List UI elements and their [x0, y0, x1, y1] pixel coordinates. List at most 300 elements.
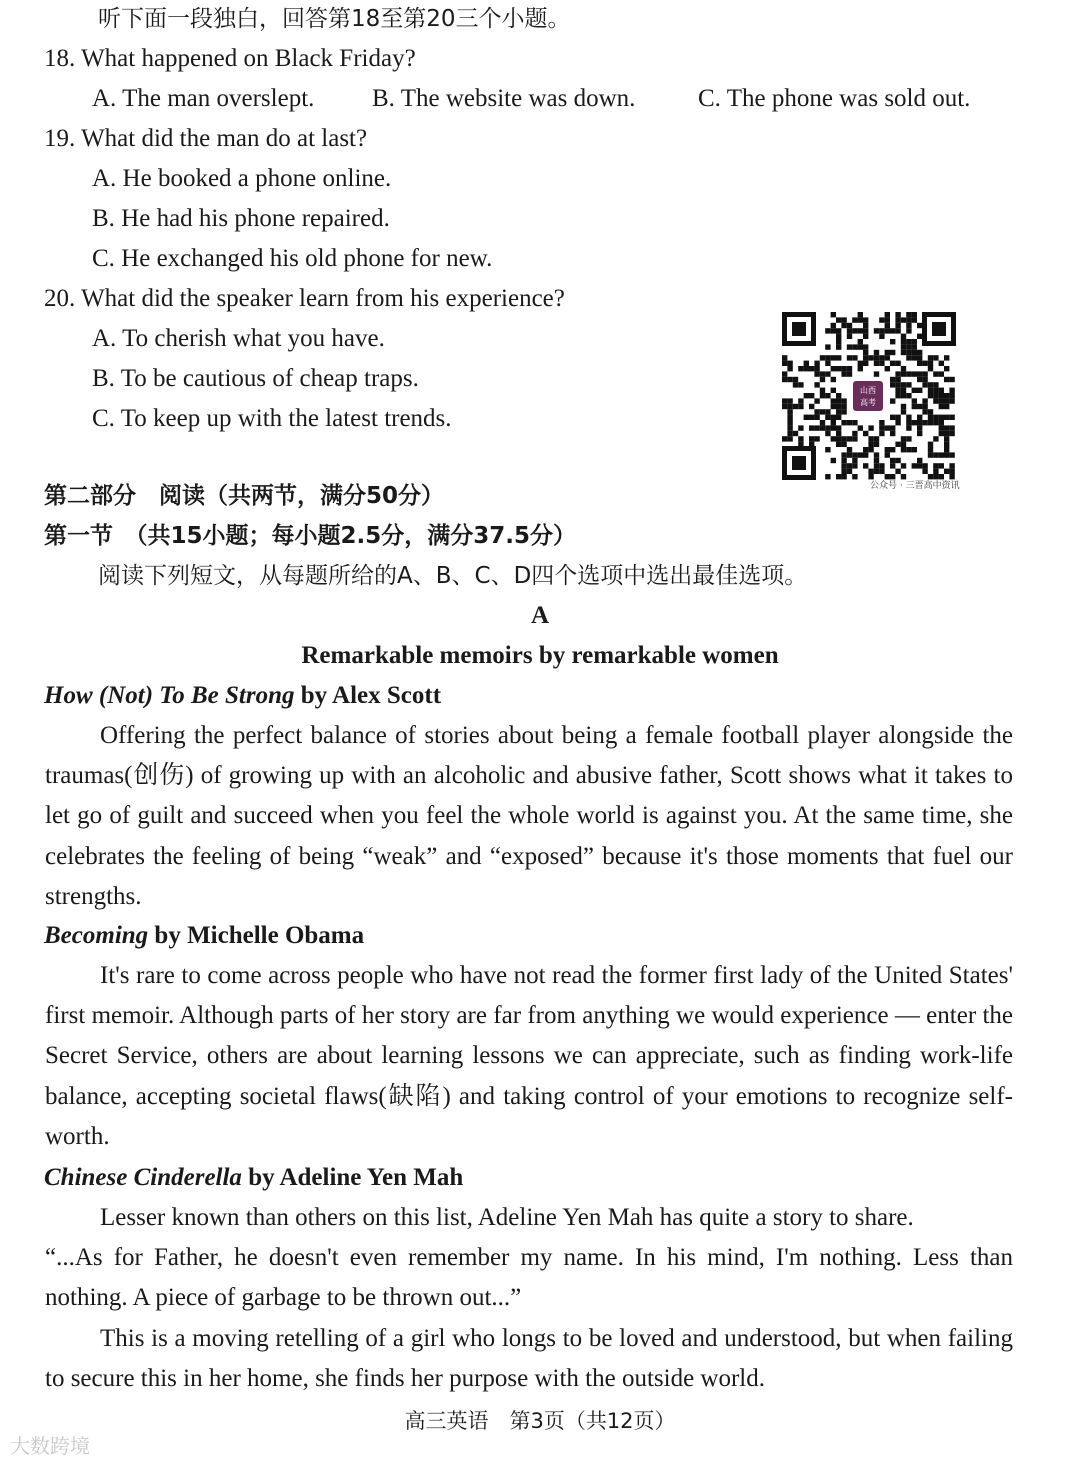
qr-module: [928, 420, 933, 425]
qr-module: [836, 436, 841, 441]
qr-module: [890, 382, 895, 387]
qr-module: [890, 447, 895, 452]
qr-module: [836, 474, 841, 479]
question-text: What happened on Black Friday?: [81, 45, 416, 72]
qr-module: [944, 377, 949, 382]
qr-module: [825, 447, 830, 452]
qr-module: [949, 388, 954, 393]
qr-module: [928, 415, 933, 420]
qr-module: [917, 463, 922, 468]
qr-module: [793, 431, 798, 436]
book-title: Becoming: [44, 922, 149, 949]
reading-instruction: 阅读下列短文，从每题所给的A、B、C、D四个选项中选出最佳选项。: [98, 563, 808, 589]
qr-module: [906, 447, 911, 452]
qr-module: [890, 463, 895, 468]
qr-module: [917, 388, 922, 393]
qr-module: [863, 344, 868, 349]
qr-module: [901, 366, 906, 371]
qr-module: [912, 344, 917, 349]
qr-module: [885, 323, 890, 328]
qr-module: [858, 361, 863, 366]
qr-module: [841, 371, 846, 376]
qr-module: [863, 328, 868, 333]
qr-module: [879, 317, 884, 322]
qr-module: [901, 388, 906, 393]
qr-module: [928, 442, 933, 447]
qr-module: [847, 371, 852, 376]
section-heading: 第一节 （共15小题；每小题2.5分，满分37.5分）: [44, 523, 576, 549]
qr-module: [944, 425, 949, 430]
qr-module: [793, 404, 798, 409]
qr-module: [933, 382, 938, 387]
qr-module: [831, 420, 836, 425]
qr-module: [895, 361, 900, 366]
qr-module: [787, 404, 792, 409]
qr-module: [814, 436, 819, 441]
qr-module: [836, 404, 841, 409]
qr-module: [939, 404, 944, 409]
qr-module: [825, 361, 830, 366]
qr-module: [933, 355, 938, 360]
qr-module: [933, 393, 938, 398]
qr-module: [825, 393, 830, 398]
qr-module: [798, 404, 803, 409]
qr-module: [863, 361, 868, 366]
qr-module: [906, 355, 911, 360]
qr-module: [787, 425, 792, 430]
qr-module: [787, 420, 792, 425]
qr-module: [901, 350, 906, 355]
qr-module: [895, 415, 900, 420]
qr-module: [804, 393, 809, 398]
qr-module: [831, 415, 836, 420]
qr-module: [890, 377, 895, 382]
qr-module: [879, 469, 884, 474]
qr-module: [820, 388, 825, 393]
qr-module: [825, 415, 830, 420]
qr-module: [895, 371, 900, 376]
qr-module: [804, 361, 809, 366]
qr-module: [922, 469, 927, 474]
qr-module: [895, 393, 900, 398]
qr-module: [928, 447, 933, 452]
qr-module: [949, 398, 954, 403]
qr-module: [798, 436, 803, 441]
qr-module: [895, 458, 900, 463]
paragraph: “...As for Father, he doesn't even remember my name. In his mind, I'm nothing. Less than nothing. A piece of garbage to be thrown out...”: [45, 1244, 1013, 1312]
qr-module: [841, 463, 846, 468]
qr-module: [863, 452, 868, 457]
qr-module: [917, 371, 922, 376]
qr-module: [933, 415, 938, 420]
qr-module: [906, 420, 911, 425]
qr-module: [782, 355, 787, 360]
qr-module: [922, 404, 927, 409]
qr-module: [928, 382, 933, 387]
qr-module: [809, 436, 814, 441]
qr-module: [917, 377, 922, 382]
qr-module: [825, 344, 830, 349]
qr-module: [949, 469, 954, 474]
qr-module: [917, 404, 922, 409]
qr-module: [901, 317, 906, 322]
qr-module: [831, 458, 836, 463]
qr-module: [928, 388, 933, 393]
qr-module: [820, 420, 825, 425]
qr-module: [917, 350, 922, 355]
qr-module: [787, 366, 792, 371]
option-20b: B. To be cautious of cheap traps.: [92, 365, 419, 392]
qr-module: [798, 442, 803, 447]
qr-module: [912, 463, 917, 468]
qr-module: [825, 409, 830, 414]
qr-module: [836, 339, 841, 344]
qr-module: [787, 409, 792, 414]
qr-module: [879, 420, 884, 425]
qr-module: [890, 339, 895, 344]
qr-module: [820, 371, 825, 376]
qr-module: [831, 436, 836, 441]
option-19a: A. He booked a phone online.: [92, 165, 392, 192]
qr-module: [847, 328, 852, 333]
qr-module: [831, 388, 836, 393]
qr-module: [939, 425, 944, 430]
qr-module: [928, 355, 933, 360]
qr-module: [912, 339, 917, 344]
qr-module: [939, 361, 944, 366]
qr-module: [885, 452, 890, 457]
qr-module: [895, 469, 900, 474]
paragraph: Lesser known than others on this list, Adeline Yen Mah has quite a story to share.: [100, 1204, 914, 1231]
qr-module: [825, 371, 830, 376]
qr-module: [912, 371, 917, 376]
qr-module: [906, 323, 911, 328]
qr-module: [901, 436, 906, 441]
qr-module: [912, 312, 917, 317]
qr-module: [906, 425, 911, 430]
book-heading: [44, 681, 441, 711]
question-number: 18.: [44, 45, 76, 72]
qr-module: [863, 323, 868, 328]
qr-module: [847, 366, 852, 371]
qr-module: [901, 442, 906, 447]
qr-module: [906, 415, 911, 420]
option-18b: B. The website was down.: [372, 85, 636, 112]
qr-module: [906, 393, 911, 398]
qr-module: [809, 425, 814, 430]
qr-module: [874, 458, 879, 463]
qr-module: [782, 398, 787, 403]
qr-module: [944, 431, 949, 436]
qr-module: [841, 458, 846, 463]
qr-module: [809, 366, 814, 371]
qr-module: [787, 431, 792, 436]
qr-module: [863, 431, 868, 436]
qr-module: [814, 415, 819, 420]
qr-module: [847, 420, 852, 425]
qr-module: [890, 431, 895, 436]
qr-module: [906, 344, 911, 349]
qr-module: [841, 420, 846, 425]
qr-module: [836, 431, 841, 436]
qr-module: [949, 393, 954, 398]
qr-logo-line2: 高考: [860, 398, 876, 407]
qr-module: [847, 436, 852, 441]
qr-module: [906, 436, 911, 441]
qr-module: [922, 398, 927, 403]
qr-module: [847, 355, 852, 360]
question-19: [44, 124, 367, 154]
qr-module: [944, 398, 949, 403]
qr-module: [874, 328, 879, 333]
paragraph: Offering the perfect balance of stories about being a female football player alongside the traumas(创伤) of growing up with an alcoholic and abusive father, Scott shows what it takes to let go of guilt and succeed when you feel the whole world is against you. At the same time, she celebrates the feeling of being “weak” and “exposed” because it's those moments that fuel our strengths.: [45, 722, 1013, 910]
qr-module: [885, 312, 890, 317]
book-author: by Alex Scott: [294, 682, 442, 709]
qr-module: [836, 344, 841, 349]
qr-module: [939, 415, 944, 420]
qr-module: [901, 409, 906, 414]
qr-module: [949, 463, 954, 468]
qr-module: [895, 328, 900, 333]
qr-module: [928, 361, 933, 366]
qr-module: [804, 415, 809, 420]
qr-module: [814, 382, 819, 387]
qr-module: [852, 463, 857, 468]
qr-module: [917, 458, 922, 463]
qr-module: [787, 436, 792, 441]
qr-module: [798, 366, 803, 371]
book-author: by Adeline Yen Mah: [241, 1164, 464, 1191]
qr-module: [944, 452, 949, 457]
qr-module: [901, 339, 906, 344]
qr-module: [863, 447, 868, 452]
qr-module: [906, 371, 911, 376]
qr-module: [906, 382, 911, 387]
qr-module: [922, 377, 927, 382]
qr-module: [901, 393, 906, 398]
qr-module: [809, 415, 814, 420]
qr-module: [895, 377, 900, 382]
book-title: How (Not) To Be Strong: [44, 682, 295, 709]
qr-module: [885, 447, 890, 452]
qr-module: [814, 371, 819, 376]
qr-module: [847, 344, 852, 349]
qr-module: [895, 317, 900, 322]
qr-module: [868, 447, 873, 452]
qr-module: [890, 350, 895, 355]
qr-module: [841, 317, 846, 322]
qr-module: [825, 431, 830, 436]
qr-module: [895, 382, 900, 387]
option-19c: C. He exchanged his old phone for new.: [92, 245, 493, 272]
qr-module: [852, 344, 857, 349]
qr-module: [933, 469, 938, 474]
qr-module: [890, 328, 895, 333]
qr-module: [901, 344, 906, 349]
qr-module: [831, 425, 836, 430]
qr-module: [868, 355, 873, 360]
qr-module: [836, 415, 841, 420]
qr-module: [939, 398, 944, 403]
qr-module: [879, 328, 884, 333]
qr-module: [858, 312, 863, 317]
qr-module: [944, 436, 949, 441]
qr-module: [852, 436, 857, 441]
qr-module: [912, 398, 917, 403]
qr-module: [901, 334, 906, 339]
qr-module: [906, 312, 911, 317]
qr-module: [939, 463, 944, 468]
qr-module: [912, 388, 917, 393]
qr-module: [852, 452, 857, 457]
qr-module: [814, 425, 819, 430]
qr-module: [841, 469, 846, 474]
part-heading: 第二部分 阅读（共两节，满分50分）: [44, 483, 445, 509]
qr-module: [874, 469, 879, 474]
qr-module: [901, 382, 906, 387]
qr-module: [820, 377, 825, 382]
qr-module: [782, 361, 787, 366]
qr-module: [917, 355, 922, 360]
paragraph: This is a moving retelling of a girl who longs to be loved and understood, but when failing to secure this in her home, she finds her purpose with the outside world.: [45, 1324, 1013, 1392]
qr-module: [933, 371, 938, 376]
qr-module: [901, 463, 906, 468]
qr-module: [922, 371, 927, 376]
qr-module: [847, 452, 852, 457]
qr-module: [874, 452, 879, 457]
qr-module: [814, 409, 819, 414]
qr-module: [901, 371, 906, 376]
qr-module: [782, 377, 787, 382]
qr-module: [863, 350, 868, 355]
qr-module: [944, 366, 949, 371]
qr-module: [841, 404, 846, 409]
qr-module: [836, 442, 841, 447]
qr-module: [917, 334, 922, 339]
qr-module: [814, 366, 819, 371]
book-heading: [44, 921, 364, 951]
qr-logo-line1: 山西: [860, 386, 876, 395]
qr-module: [787, 361, 792, 366]
qr-module: [836, 355, 841, 360]
qr-module: [836, 334, 841, 339]
qr-caption: 公众号 · 三晋高中资讯: [870, 481, 960, 491]
qr-module: [782, 436, 787, 441]
qr-module: [917, 361, 922, 366]
qr-module: [922, 463, 927, 468]
qr-module: [879, 463, 884, 468]
qr-module: [944, 447, 949, 452]
qr-module: [890, 458, 895, 463]
qr-module: [890, 361, 895, 366]
qr-module: [949, 425, 954, 430]
qr-module: [933, 420, 938, 425]
qr-module: [885, 328, 890, 333]
passage-letter: A: [530, 602, 550, 629]
qr-module: [912, 317, 917, 322]
qr-module: [874, 361, 879, 366]
qr-module: [933, 452, 938, 457]
qr-module: [912, 420, 917, 425]
qr-module: [787, 377, 792, 382]
qr-module: [885, 317, 890, 322]
qr-module: [852, 420, 857, 425]
paragraph: It's rare to come across people who have not read the former first lady of the United States' first memoir. Although parts of her story are far from anything we would experience — enter the Secret Service, others are about learning lessons we can appreciate, such as finding work-life balance, accepting societal flaws(缺陷) and taking control of your emotions to recognize self-worth.: [45, 962, 1013, 1150]
qr-module: [917, 415, 922, 420]
qr-module: [879, 355, 884, 360]
qr-module: [922, 361, 927, 366]
qr-module: [917, 431, 922, 436]
qr-module: [895, 420, 900, 425]
qr-module: [939, 393, 944, 398]
qr-module: [874, 463, 879, 468]
book-description: [45, 1198, 1013, 1399]
qr-module: [949, 431, 954, 436]
qr-module: [858, 452, 863, 457]
qr-module: [793, 382, 798, 387]
qr-module: [841, 366, 846, 371]
option-18a: A. The man overslept.: [92, 85, 315, 112]
qr-module: [852, 317, 857, 322]
qr-module: [825, 474, 830, 479]
qr-module: [939, 431, 944, 436]
qr-module: [890, 398, 895, 403]
qr-module: [928, 393, 933, 398]
qr-module: [879, 425, 884, 430]
qr-module: [874, 436, 879, 441]
qr-module: [890, 415, 895, 420]
qr-module: [798, 398, 803, 403]
qr-module: [949, 415, 954, 420]
qr-module: [820, 425, 825, 430]
qr-module: [841, 398, 846, 403]
qr-module: [814, 398, 819, 403]
qr-module: [928, 452, 933, 457]
qr-module: [858, 339, 863, 344]
qr-module: [939, 452, 944, 457]
qr-module: [863, 317, 868, 322]
qr-module: [863, 355, 868, 360]
qr-module: [841, 436, 846, 441]
qr-module: [820, 393, 825, 398]
qr-module: [836, 366, 841, 371]
qr-module: [847, 334, 852, 339]
watermark: 大数跨境: [10, 1434, 90, 1458]
qr-module: [782, 371, 787, 376]
qr-module: [787, 398, 792, 403]
book-title: Chinese Cinderella: [44, 1164, 242, 1191]
qr-module: [868, 425, 873, 430]
qr-module: [874, 355, 879, 360]
qr-module: [831, 404, 836, 409]
qr-code[interactable]: [780, 310, 958, 482]
qr-module: [825, 328, 830, 333]
qr-module: [852, 328, 857, 333]
qr-module: [831, 377, 836, 382]
qr-module: [917, 323, 922, 328]
qr-module: [858, 317, 863, 322]
qr-module: [944, 355, 949, 360]
qr-module: [852, 474, 857, 479]
question-number: 19.: [44, 125, 76, 152]
qr-module: [949, 452, 954, 457]
qr-module: [912, 447, 917, 452]
qr-module: [841, 409, 846, 414]
qr-module: [831, 398, 836, 403]
qr-module: [933, 388, 938, 393]
qr-module: [939, 388, 944, 393]
qr-module: [874, 371, 879, 376]
